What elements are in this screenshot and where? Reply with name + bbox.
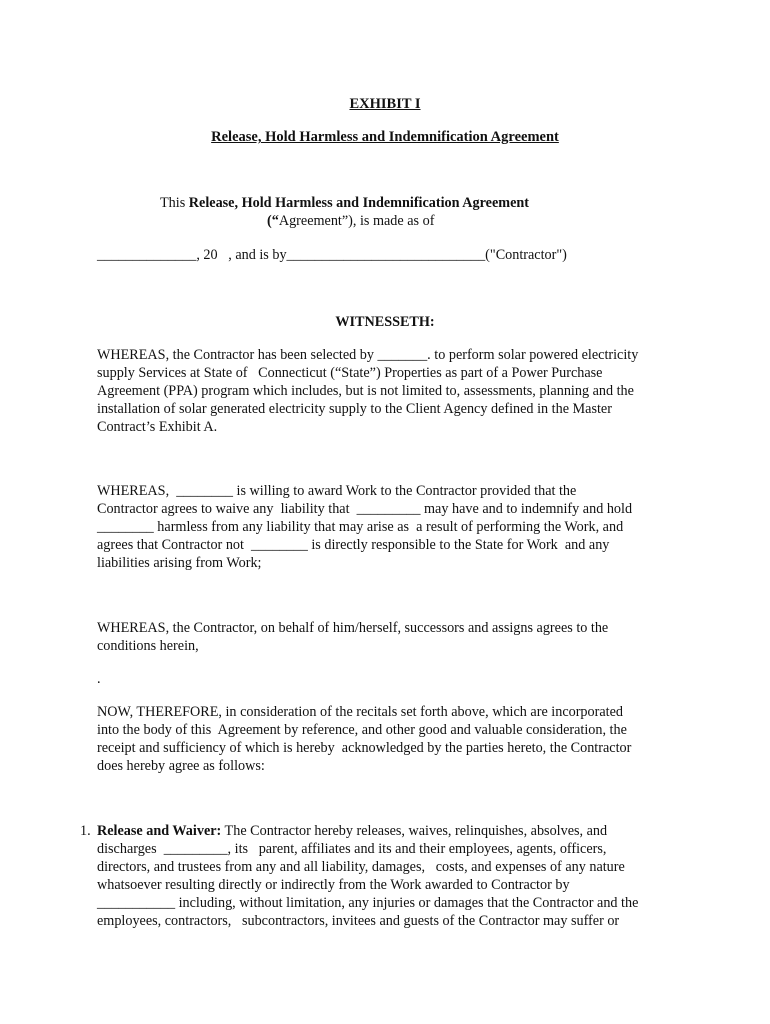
section-1-first-line xyxy=(97,822,697,840)
paragraph-line: Agreement (PPA) program which includes, but is not limited to, assessments, planning and the xyxy=(97,383,634,399)
paragraph-line: installation of solar generated electricity supply to the Client Agency defined in the Master xyxy=(97,401,612,417)
paragraph-line: employees, contractors, subcontractors, invitees and guests of the Contractor may suffer or xyxy=(97,913,620,929)
paragraph-line: NOW, THEREFORE, in consideration of the recitals set forth above, which are incorporated xyxy=(97,704,623,720)
now-therefore-paragraph xyxy=(97,703,697,775)
section-1-first-line-text: The Contractor hereby releases, waives, relinquishes, absolves, and xyxy=(221,823,608,839)
section-1-release-and-waiver xyxy=(97,822,697,930)
intro-bold-title: Release, Hold Harmless and Indemnification Agreement xyxy=(188,195,529,211)
paragraph-line: supply Services at State of Connecticut (“State”) Properties as part of a Power Purchase xyxy=(97,365,603,381)
witnesseth-heading: WITNESSETH: xyxy=(335,314,435,330)
paragraph-line: into the body of this Agreement by reference, and other good and valuable consideration, the xyxy=(97,722,627,738)
paragraph-line: whatsoever resulting directly or indirectly from the Work awarded to Contractor by xyxy=(97,877,570,893)
paragraph-line: Contract’s Exhibit A. xyxy=(97,419,218,435)
paragraph-line: WHEREAS, the Contractor, on behalf of him/herself, successors and assigns agrees to the xyxy=(97,620,609,636)
intro-quote-open: (“ xyxy=(267,213,279,229)
paragraph-line: directors, and trustees from any and all liability, damages, costs, and expenses of any nature xyxy=(97,859,625,875)
intro-line-2-text: Agreement”), is made as of xyxy=(278,213,435,229)
whereas-paragraph-1 xyxy=(97,346,697,436)
paragraph-line: agrees that Contractor not ________ is directly responsible to the State for Work and any xyxy=(97,537,610,553)
whereas-paragraph-3 xyxy=(97,619,697,655)
paragraph-line: does hereby agree as follows: xyxy=(97,758,265,774)
paragraph-line: WHEREAS, the Contractor has been selected by _______. to perform solar powered electricity xyxy=(97,347,639,363)
paragraph-line: WHEREAS, ________ is willing to award Work to the Contractor provided that the xyxy=(97,483,577,499)
paragraph-line: ________ harmless from any liability that may arise as a result of performing the Work, and xyxy=(97,519,624,535)
agreement-title: Release, Hold Harmless and Indemnification Agreement xyxy=(211,129,559,145)
intro-prefix: This xyxy=(160,195,189,211)
paragraph-line: liabilities arising from Work; xyxy=(97,555,262,571)
intro-line-3: ______________, 20 , and is by____________________________("Contractor") xyxy=(97,247,567,263)
section-1-number: 1. xyxy=(80,823,91,839)
paragraph-line: conditions herein, xyxy=(97,638,199,654)
exhibit-title: EXHIBIT I xyxy=(349,96,421,112)
intro-line-2 xyxy=(267,212,434,230)
paragraph-line: Contractor agrees to waive any liability that _________ may have and to indemnify and hold xyxy=(97,501,633,517)
paragraph-line: ___________ including, without limitation, any injuries or damages that the Contractor and the xyxy=(97,895,639,911)
paragraph-line: discharges _________, its parent, affiliates and its and their employees, agents, officers, xyxy=(97,841,607,857)
whereas-paragraph-2 xyxy=(97,482,697,572)
separator-dot: . xyxy=(97,671,101,687)
section-1-heading: Release and Waiver: xyxy=(97,823,222,839)
paragraph-line: receipt and sufficiency of which is hereby acknowledged by the parties hereto, the Contractor xyxy=(97,740,632,756)
intro-line-1 xyxy=(160,194,529,212)
